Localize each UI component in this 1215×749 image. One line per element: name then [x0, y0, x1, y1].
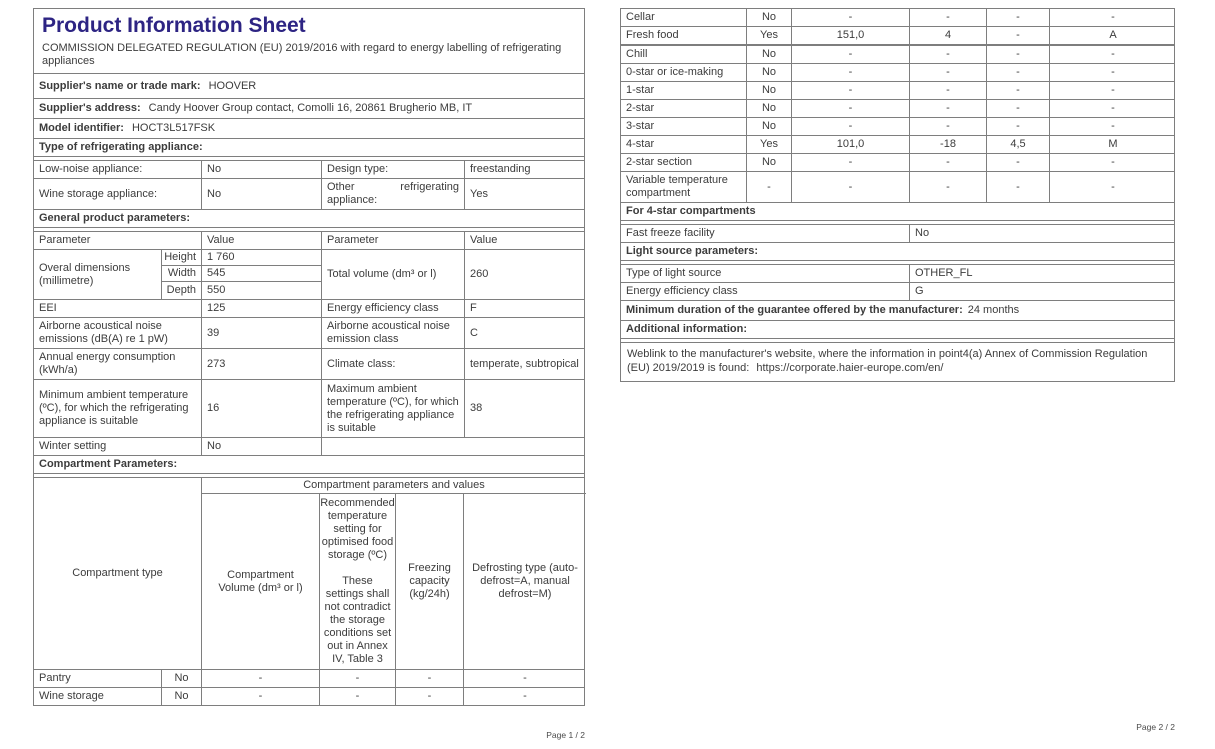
light-source-type-value: OTHER_FL [909, 265, 1176, 282]
wine-storage-appliance-row [34, 179, 584, 210]
compartment-label: Variable temperature compartment [626, 174, 728, 199]
parameter-header-row [34, 232, 584, 250]
compartment-present: Yes [746, 136, 791, 153]
compartment-freezing: - [986, 172, 1049, 202]
total-volume-label: Total volume (dm³ or l) [321, 250, 464, 299]
compartment-label: Pantry [39, 672, 71, 684]
compartment-row-1-star [621, 82, 1174, 100]
product-info-sheet-page-1 [33, 8, 585, 706]
compartment-label: Cellar [626, 11, 655, 23]
compartment-volume: - [791, 9, 909, 26]
compartment-freezing: - [986, 9, 1049, 26]
compartment-volume: - [791, 172, 909, 202]
compartment-label: Chill [626, 48, 648, 60]
compartment-temp: - [909, 100, 986, 117]
dimension-width-value: 545 [201, 266, 321, 282]
max-ambient-temp-label: Maximum ambient temperature (ºC), for which the refrigerating appliance is suitable [321, 380, 464, 437]
compartment-temp: -18 [909, 136, 986, 153]
compartment-temp: - [319, 670, 395, 687]
compartment-volume: - [201, 688, 319, 705]
compartment-table-header [34, 478, 584, 670]
supplier-name-label: Supplier's name or trade mark: [39, 79, 201, 92]
noise-class-label: Airborne acoustical noise emission class [321, 318, 464, 348]
dimension-width-label: Width [161, 266, 201, 282]
column-header-value: Value [464, 232, 586, 249]
compartment-temp: - [909, 64, 986, 81]
compartment-row-cellar [621, 9, 1174, 27]
annual-energy-value: 273 [201, 349, 321, 379]
compartment-freezing: - [986, 82, 1049, 99]
compartment-freezing: - [986, 64, 1049, 81]
design-type-label: Design type: [321, 161, 464, 178]
compartment-present: No [161, 688, 201, 705]
dimension-height-value: 1 760 [201, 250, 321, 266]
fast-freeze-value: No [909, 225, 1176, 242]
compartment-temp: 4 [909, 27, 986, 44]
compartment-volume: - [791, 118, 909, 135]
compartment-volume-header: Compartment Volume (dm³ or l) [201, 494, 319, 669]
min-ambient-temp-value: 16 [201, 380, 321, 437]
compartment-temp: - [909, 82, 986, 99]
compartment-label: Wine storage [39, 690, 104, 702]
section-compartment-parameters: Compartment Parameters: [34, 456, 584, 474]
guarantee-value: 24 months [967, 304, 1020, 316]
compartment-freezing: 4,5 [986, 136, 1049, 153]
compartment-volume: 151,0 [791, 27, 909, 44]
light-efficiency-class-label: Energy efficiency class [626, 285, 738, 297]
section-four-star-compartments: For 4-star compartments [621, 203, 1174, 221]
compartment-present: No [746, 82, 791, 99]
recommended-temp-text: Recommended temperature setting for optimised food storage (ºC) [320, 497, 395, 561]
compartment-volume: - [791, 154, 909, 171]
compartment-volume: - [201, 670, 319, 687]
compartment-label: 2-star section [626, 156, 693, 168]
compartment-present: No [161, 670, 201, 687]
temp-note-text: These settings shall not contradict the storage conditions set out in Annex IV, Table 3 [323, 575, 392, 665]
compartment-volume: 101,0 [791, 136, 909, 153]
noise-emissions-value: 39 [201, 318, 321, 348]
compartment-freezing: - [986, 154, 1049, 171]
compartment-defrost: - [1049, 46, 1176, 63]
weblink-paragraph [621, 343, 1174, 381]
compartment-temp: - [909, 154, 986, 171]
winter-setting-row [34, 438, 584, 456]
compartment-row-wine-storage [34, 688, 584, 705]
annual-energy-label: Annual energy consumption (kWh/a) [39, 351, 176, 376]
eei-label: EEI [39, 302, 57, 314]
compartment-defrost: - [1049, 64, 1176, 81]
noise-row [34, 318, 584, 349]
max-ambient-temp-value: 38 [464, 380, 586, 437]
low-noise-row [34, 161, 584, 179]
compartment-temp: - [909, 118, 986, 135]
freezing-capacity-header: Freezing capacity (kg/24h) [395, 494, 463, 669]
compartment-present: No [746, 46, 791, 63]
supplier-name-row [34, 74, 584, 99]
column-header-value: Value [201, 232, 321, 249]
compartment-label: 0-star or ice-making [626, 66, 724, 78]
compartment-volume: - [791, 46, 909, 63]
compartment-row-variable-temperature [621, 172, 1174, 203]
regulation-subtitle: COMMISSION DELEGATED REGULATION (EU) 2019/2016 with regard to energy labelling of refrigerating appliances [42, 42, 562, 67]
section-light-source-parameters: Light source parameters: [621, 243, 1174, 261]
other-refrigerating-appliance-label: Other refrigerating appliance: [327, 181, 459, 206]
energy-efficiency-class-label: Energy efficiency class [321, 300, 464, 317]
compartment-defrost: M [1049, 136, 1176, 153]
supplier-address-label: Supplier's address: [39, 102, 141, 114]
low-noise-value: No [201, 161, 321, 178]
wine-storage-appliance-value: No [201, 179, 321, 209]
light-source-type-row [621, 265, 1174, 283]
section-type-of-appliance: Type of refrigerating appliance: [34, 139, 584, 157]
compartment-label: 4-star [626, 138, 655, 150]
compartment-present: No [746, 118, 791, 135]
design-type-value: freestanding [464, 161, 586, 178]
supplier-address-row [34, 99, 584, 119]
section-general-parameters: General product parameters: [34, 210, 584, 228]
light-efficiency-class-value: G [909, 283, 1176, 300]
guarantee-label: Minimum duration of the guarantee offered by the manufacturer: [626, 304, 963, 316]
winter-setting-value: No [201, 438, 321, 455]
empty-cell [321, 438, 586, 455]
dimension-depth-label: Depth [161, 282, 201, 299]
dimension-depth-value: 550 [201, 282, 321, 299]
compartment-freezing: - [395, 688, 463, 705]
compartment-row-fresh-food [621, 27, 1174, 46]
compartment-volume: - [791, 100, 909, 117]
compartment-freezing: - [986, 100, 1049, 117]
eei-row [34, 300, 584, 318]
compartment-type-header: Compartment type [72, 567, 163, 579]
guarantee-row [621, 301, 1174, 321]
compartment-volume: - [791, 64, 909, 81]
weblink-url: https://corporate.haier-europe.com/en/ [756, 362, 944, 374]
noise-emissions-label: Airborne acoustical noise emissions (dB(A) re 1 pW) [39, 320, 168, 345]
compartment-temp: - [909, 9, 986, 26]
min-ambient-temp-label: Minimum ambient temperature (ºC), for which the refrigerating appliance is suitable [39, 389, 189, 427]
compartment-row-4-star [621, 136, 1174, 154]
page-title: Product Information Sheet [42, 14, 306, 37]
other-refrigerating-appliance-cell [321, 179, 464, 209]
compartment-temp: - [319, 688, 395, 705]
total-volume-value: 260 [464, 250, 586, 299]
compartment-present: No [746, 154, 791, 171]
compartment-label: 3-star [626, 120, 655, 132]
compartment-row-3-star [621, 118, 1174, 136]
compartment-temp: - [909, 172, 986, 202]
compartment-label: 2-star [626, 102, 655, 114]
weblink-text: Weblink to the manufacturer's website, where the information in point4(a) Annex of Commission Regulation (EU) 2019/2019 is found: [627, 348, 1148, 374]
compartment-freezing: - [986, 118, 1049, 135]
compartment-row-2-star-section [621, 154, 1174, 172]
product-info-sheet-page-2 [620, 8, 1175, 382]
compartment-freezing: - [986, 27, 1049, 44]
compartment-temperature-header [319, 494, 395, 669]
climate-class-label: Climate class: [321, 349, 464, 379]
eei-value: 125 [201, 300, 321, 317]
compartment-present: Yes [746, 27, 791, 44]
light-source-type-label: Type of light source [626, 267, 722, 279]
overall-dimensions-row [34, 250, 584, 300]
section-additional-information: Additional information: [621, 321, 1174, 339]
fast-freeze-label: Fast freeze facility [626, 227, 715, 239]
compartment-volume: - [791, 82, 909, 99]
compartment-row-pantry [34, 670, 584, 688]
ambient-temperature-row [34, 380, 584, 438]
wine-storage-appliance-label: Wine storage appliance: [39, 187, 158, 200]
page-number-1: Page 1 / 2 [546, 730, 585, 740]
light-efficiency-class-row [621, 283, 1174, 301]
defrosting-type-header: Defrosting type (auto-defrost=A, manual defrost=M) [463, 494, 586, 669]
compartment-defrost: - [1049, 172, 1176, 202]
compartment-defrost: A [1049, 27, 1176, 44]
compartment-defrost: - [1049, 100, 1176, 117]
compartment-defrost: - [1049, 118, 1176, 135]
compartment-present: - [746, 172, 791, 202]
compartment-freezing: - [986, 46, 1049, 63]
fast-freeze-row [621, 225, 1174, 243]
compartment-defrost: - [1049, 9, 1176, 26]
compartment-present: No [746, 64, 791, 81]
compartment-present: No [746, 100, 791, 117]
compartment-defrost: - [1049, 154, 1176, 171]
compartment-group-header: Compartment parameters and values [201, 478, 586, 494]
model-identifier-row [34, 119, 584, 139]
column-header-parameter: Parameter [39, 234, 91, 246]
low-noise-label: Low-noise appliance: [39, 163, 143, 175]
page-number-2: Page 2 / 2 [1136, 722, 1175, 732]
other-refrigerating-appliance-value: Yes [464, 179, 586, 209]
title-block [34, 9, 584, 74]
compartment-freezing: - [395, 670, 463, 687]
compartment-defrost: - [463, 670, 586, 687]
compartment-label: Fresh food [626, 29, 679, 41]
dimension-height-label: Height [161, 250, 201, 266]
dimensions-label: Overal dimensions (millimetre) [39, 261, 131, 287]
compartment-temp: - [909, 46, 986, 63]
compartment-label: 1-star [626, 84, 655, 96]
model-identifier-label: Model identifier: [39, 122, 124, 134]
supplier-name-value: HOOVER [208, 79, 257, 92]
compartment-row-0-star [621, 64, 1174, 82]
climate-class-value: temperate, subtropical [464, 349, 586, 379]
energy-consumption-row [34, 349, 584, 380]
compartment-row-2-star [621, 100, 1174, 118]
noise-class-value: C [464, 318, 586, 348]
compartment-defrost: - [1049, 82, 1176, 99]
column-header-parameter: Parameter [321, 232, 464, 249]
winter-setting-label: Winter setting [39, 440, 107, 452]
compartment-row-chill [621, 46, 1174, 64]
supplier-address-value: Candy Hoover Group contact, Comolli 16, 20861 Brugherio MB, IT [148, 102, 473, 114]
compartment-present: No [746, 9, 791, 26]
model-identifier-value: HOCT3L517FSK [131, 122, 216, 134]
energy-efficiency-class-value: F [464, 300, 586, 317]
compartment-defrost: - [463, 688, 586, 705]
